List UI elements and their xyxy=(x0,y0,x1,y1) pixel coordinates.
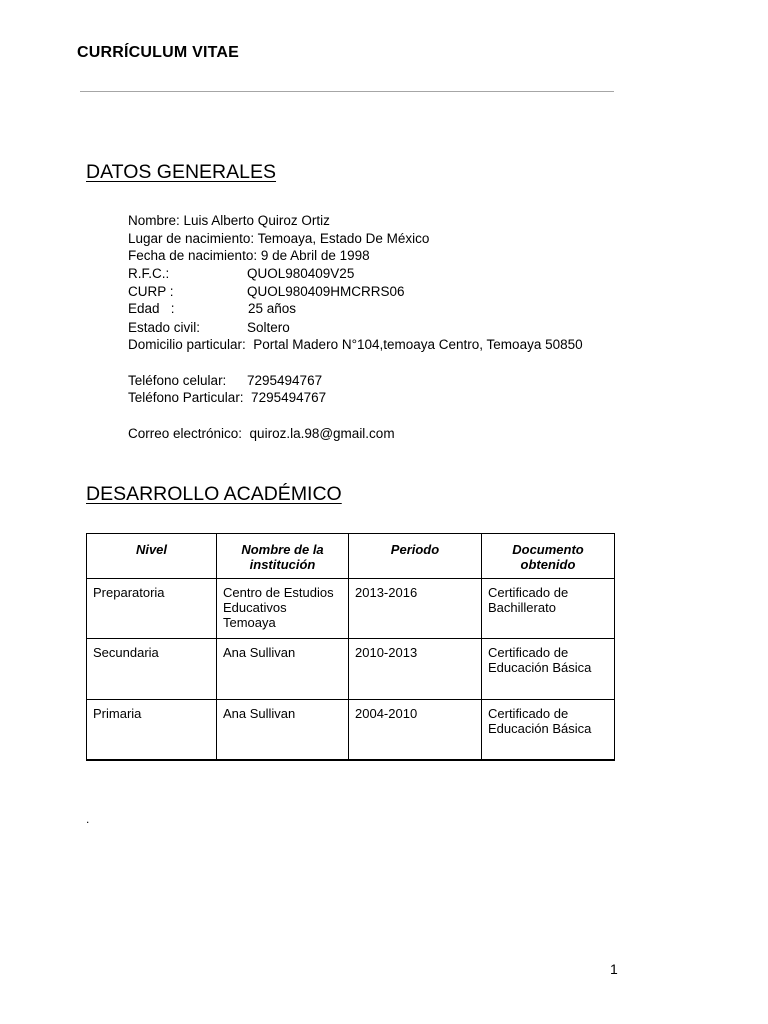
table-cell: 2010-2013 xyxy=(349,639,482,700)
field-nombre: Nombre: Luis Alberto Quiroz Ortiz xyxy=(128,213,330,228)
table-cell: Certificado de Educación Básica xyxy=(482,639,615,700)
table-cell: Ana Sullivan xyxy=(217,639,349,700)
table-cell: 2004-2010 xyxy=(349,700,482,761)
column-header-periodo: Periodo xyxy=(349,534,482,579)
field-rfc-label: R.F.C.: xyxy=(128,266,170,281)
table-header-row xyxy=(87,534,615,579)
field-edad-label: Edad : xyxy=(128,301,175,316)
academic-table xyxy=(86,533,615,761)
table-cell: Centro de Estudios Educativos Temoaya xyxy=(217,579,349,639)
table-cell: Certificado de Bachillerato xyxy=(482,579,615,639)
field-telefono-celular xyxy=(128,372,323,389)
table-cell: Primaria xyxy=(87,700,217,761)
field-correo: Correo electrónico: quiroz.la.98@gmail.com xyxy=(128,426,395,441)
field-domicilio: Domicilio particular: Portal Madero N°104,temoaya Centro, Temoaya 50850 xyxy=(128,337,583,352)
table-row xyxy=(87,579,615,639)
field-curp-value: QUOL980409HMCRRS06 xyxy=(247,284,405,299)
field-edad xyxy=(128,300,297,317)
trailing-mark: . xyxy=(86,812,90,826)
field-telefono-celular-value: 7295494767 xyxy=(247,373,323,388)
column-header-documento: Documento obtenido xyxy=(482,534,615,579)
field-rfc xyxy=(128,265,355,282)
column-header-institucion: Nombre de la institución xyxy=(217,534,349,579)
field-curp-label: CURP : xyxy=(128,284,174,299)
header-divider xyxy=(80,91,614,92)
field-telefono-particular: Teléfono Particular: 7295494767 xyxy=(128,390,327,405)
table-cell: Certificado de Educación Básica xyxy=(482,700,615,761)
field-rfc-value: QUOL980409V25 xyxy=(247,266,355,281)
field-curp xyxy=(128,283,405,300)
table-row xyxy=(87,639,615,700)
field-lugar-nacimiento: Lugar de nacimiento: Temoaya, Estado De México xyxy=(128,231,430,246)
field-estado-civil-value: Soltero xyxy=(247,320,290,335)
field-estado-civil xyxy=(128,319,290,336)
field-telefono-celular-label: Teléfono celular: xyxy=(128,373,227,388)
section-heading-datos-generales: DATOS GENERALES xyxy=(86,161,277,183)
column-header-nivel: Nivel xyxy=(87,534,217,579)
table-cell: Preparatoria xyxy=(87,579,217,639)
table-row xyxy=(87,700,615,761)
table-cell: Ana Sullivan xyxy=(217,700,349,761)
field-edad-value: 25 años xyxy=(248,301,297,316)
section-heading-desarrollo-academico: DESARROLLO ACADÉMICO xyxy=(86,483,342,505)
table-cell: Secundaria xyxy=(87,639,217,700)
page-number: 1 xyxy=(610,961,618,977)
document-title: CURRÍCULUM VITAE xyxy=(77,44,240,61)
table-cell: 2013-2016 xyxy=(349,579,482,639)
field-fecha-nacimiento: Fecha de nacimiento: 9 de Abril de 1998 xyxy=(128,248,370,263)
field-estado-civil-label: Estado civil: xyxy=(128,320,201,335)
